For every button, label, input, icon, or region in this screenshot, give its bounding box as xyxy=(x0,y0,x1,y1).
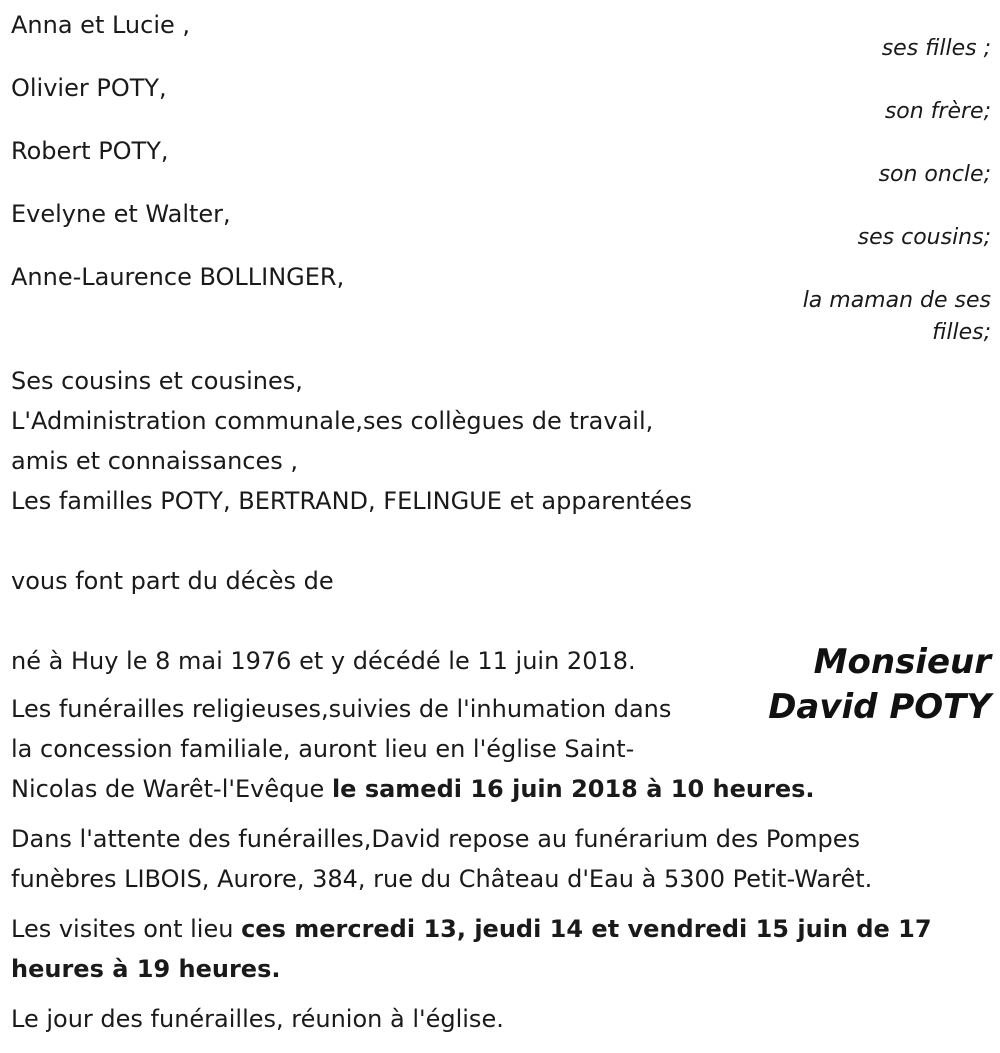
family-relation-5: la maman de ses filles; xyxy=(802,288,991,345)
deceased-title: Monsieur xyxy=(813,642,991,682)
family-name-5: Anne-Laurence BOLLINGER, xyxy=(11,263,345,291)
others-line-4: Les familles POTY, BERTRAND, FELINGUE et apparentées xyxy=(11,487,693,515)
others-block xyxy=(11,361,692,521)
family-name-2: Olivier POTY, xyxy=(11,74,167,102)
others-line-2: L'Administration communale,ses collègues de travail, xyxy=(11,407,654,435)
announce-text: vous font part du décès de xyxy=(11,567,334,595)
funeral-block xyxy=(11,689,815,809)
rest-line-2: funèbres LIBOIS, Aurore, 384, rue du Château d'Eau à 5300 Petit-Warêt. xyxy=(11,865,873,893)
visits-prefix: Les visites ont lieu xyxy=(11,915,242,943)
rest-line-1: Dans l'attente des funérailles,David repose au funérarium des Pompes xyxy=(11,825,861,853)
family-relation-4: ses cousins; xyxy=(857,225,991,250)
deceased-fullname: David POTY xyxy=(768,687,991,727)
family-name-1: Anna et Lucie , xyxy=(11,11,191,39)
family-name-4: Evelyne et Walter, xyxy=(11,200,231,228)
others-line-3: amis et connaissances , xyxy=(11,447,299,475)
funeral-line-2: la concession familiale, auront lieu en l'église Saint- xyxy=(11,735,635,763)
visits-line-2 xyxy=(11,949,932,989)
rest-block xyxy=(11,819,872,899)
funeral-date: le samedi 16 juin 2018 à 10 heures. xyxy=(331,775,815,803)
birth-text: né à Huy le 8 mai 1976 et y décédé le 11 juin 2018. xyxy=(11,647,636,675)
family-relation-1: ses filles ; xyxy=(881,36,991,61)
family-relation-2: son frère; xyxy=(884,99,991,124)
funeral-line-1: Les funérailles religieuses,suivies de l'inhumation dans xyxy=(11,695,672,723)
others-line-1: Ses cousins et cousines, xyxy=(11,367,303,395)
visits-block xyxy=(11,909,932,989)
meeting-text: Le jour des funérailles, réunion à l'église. xyxy=(11,1005,504,1033)
family-name-3: Robert POTY, xyxy=(11,137,169,165)
visits-hours: heures à 19 heures. xyxy=(11,955,281,983)
visits-days: ces mercredi 13, jeudi 14 et vendredi 15 juin de 17 xyxy=(241,915,932,943)
visits-line-1 xyxy=(11,909,932,949)
funeral-line-3 xyxy=(11,769,815,809)
family-relation-3: son oncle; xyxy=(878,162,991,187)
funeral-place: Nicolas de Warêt-l'Evêque xyxy=(11,775,332,803)
